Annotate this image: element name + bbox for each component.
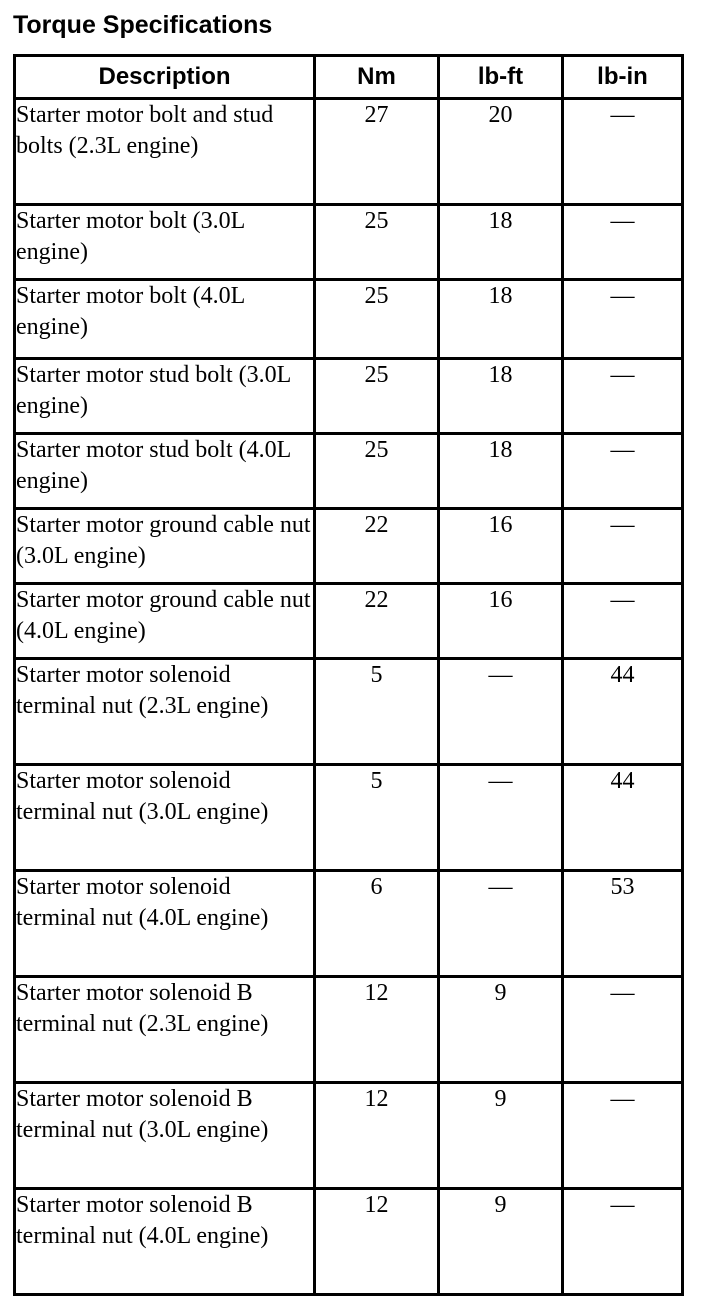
lbin-cell: — (563, 977, 683, 1083)
lbft-cell: 18 (439, 205, 563, 280)
description-cell: Starter motor ground cable nut (4.0L engine) (15, 584, 315, 659)
lbft-cell: 16 (439, 509, 563, 584)
lbft-cell: 18 (439, 434, 563, 509)
header-description: Description (15, 56, 315, 99)
lbin-cell: 53 (563, 871, 683, 977)
nm-cell: 25 (315, 359, 439, 434)
description-cell: Starter motor bolt and stud bolts (2.3L engine) (15, 99, 315, 205)
table-row (15, 434, 683, 509)
table-row (15, 659, 683, 765)
table-row (15, 977, 683, 1083)
nm-cell: 22 (315, 584, 439, 659)
table-header-row (15, 56, 683, 99)
nm-cell: 25 (315, 434, 439, 509)
lbft-cell: 18 (439, 359, 563, 434)
lbft-cell: 18 (439, 280, 563, 359)
table-row (15, 99, 683, 205)
lbin-cell: — (563, 359, 683, 434)
lbin-cell: — (563, 434, 683, 509)
description-cell: Starter motor solenoid terminal nut (3.0L engine) (15, 765, 315, 871)
lbin-cell: — (563, 1189, 683, 1295)
description-cell: Starter motor solenoid terminal nut (4.0L engine) (15, 871, 315, 977)
nm-cell: 25 (315, 205, 439, 280)
lbft-cell: — (439, 659, 563, 765)
lbin-cell: 44 (563, 765, 683, 871)
nm-cell: 27 (315, 99, 439, 205)
page-title: Torque Specifications (13, 11, 273, 39)
lbin-cell: — (563, 584, 683, 659)
description-cell: Starter motor solenoid B terminal nut (2.3L engine) (15, 977, 315, 1083)
description-cell: Starter motor ground cable nut (3.0L engine) (15, 509, 315, 584)
nm-cell: 6 (315, 871, 439, 977)
lbft-cell: — (439, 765, 563, 871)
lbin-cell: 44 (563, 659, 683, 765)
table-row (15, 871, 683, 977)
lbin-cell: — (563, 205, 683, 280)
lbft-cell: 16 (439, 584, 563, 659)
lbin-cell: — (563, 509, 683, 584)
nm-cell: 22 (315, 509, 439, 584)
description-cell: Starter motor stud bolt (3.0L engine) (15, 359, 315, 434)
nm-cell: 25 (315, 280, 439, 359)
table-row (15, 509, 683, 584)
nm-cell: 5 (315, 659, 439, 765)
description-cell: Starter motor bolt (3.0L engine) (15, 205, 315, 280)
table-row (15, 280, 683, 359)
table-row (15, 584, 683, 659)
lbft-cell: 20 (439, 99, 563, 205)
lbft-cell: 9 (439, 977, 563, 1083)
description-cell: Starter motor solenoid B terminal nut (3.0L engine) (15, 1083, 315, 1189)
description-cell: Starter motor stud bolt (4.0L engine) (15, 434, 315, 509)
nm-cell: 12 (315, 1189, 439, 1295)
lbin-cell: — (563, 280, 683, 359)
table-row (15, 765, 683, 871)
lbft-cell: — (439, 871, 563, 977)
lbft-cell: 9 (439, 1083, 563, 1189)
torque-spec-table (13, 54, 684, 1296)
description-cell: Starter motor bolt (4.0L engine) (15, 280, 315, 359)
description-cell: Starter motor solenoid B terminal nut (4.0L engine) (15, 1189, 315, 1295)
header-nm: Nm (315, 56, 439, 99)
header-lbin: lb-in (563, 56, 683, 99)
table-row (15, 1083, 683, 1189)
nm-cell: 12 (315, 1083, 439, 1189)
table-row (15, 1189, 683, 1295)
nm-cell: 5 (315, 765, 439, 871)
table-row (15, 359, 683, 434)
lbin-cell: — (563, 99, 683, 205)
description-cell: Starter motor solenoid terminal nut (2.3L engine) (15, 659, 315, 765)
header-lbft: lb-ft (439, 56, 563, 99)
lbft-cell: 9 (439, 1189, 563, 1295)
nm-cell: 12 (315, 977, 439, 1083)
lbin-cell: — (563, 1083, 683, 1189)
table-row (15, 205, 683, 280)
